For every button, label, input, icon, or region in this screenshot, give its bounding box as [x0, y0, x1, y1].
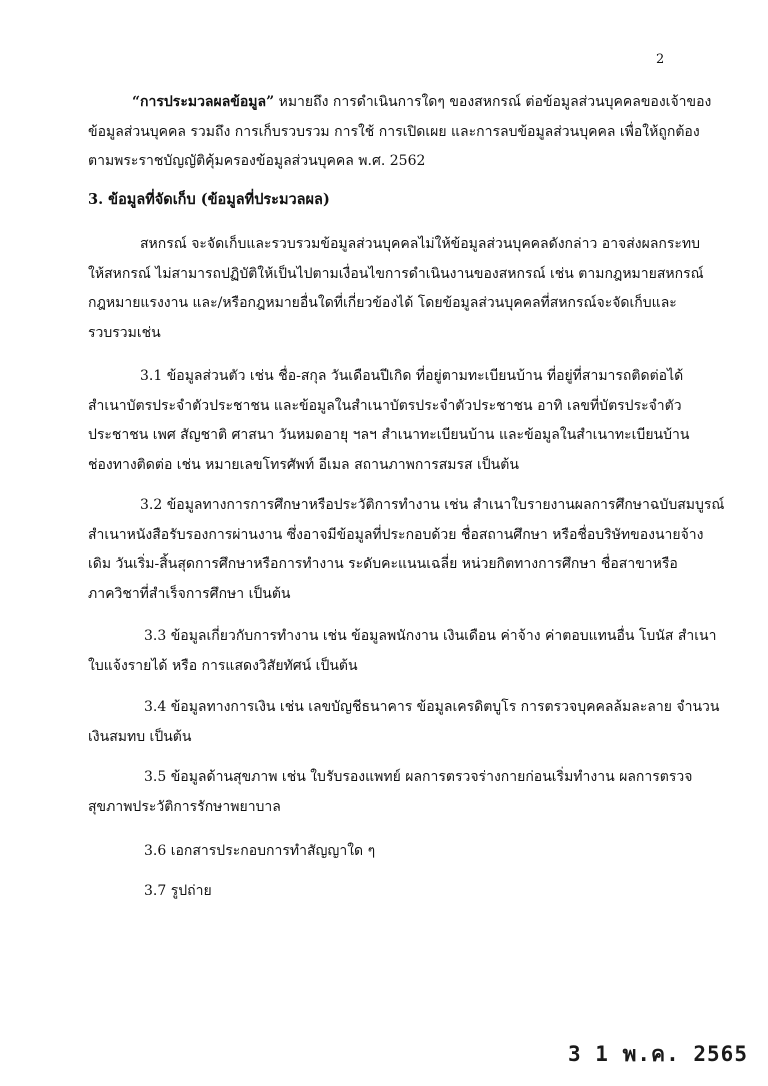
item-3-2-line: 3.2 ข้อมูลทางการการศึกษาหรือประวัติการทำงาน เช่น สำเนาใบรายงานผลการศึกษาฉบับสมบูรณ์	[140, 497, 725, 513]
item-3-7-line: 3.7 รูปถ่าย	[144, 883, 212, 899]
item-3-1	[88, 362, 690, 480]
item-3-5	[88, 763, 693, 822]
item-3-1-line: สำเนาบัตรประจำตัวประชาชน และข้อมูลในสำเนาบัตรประจำตัวประชาชน อาทิ เลขที่บัตรประจำตัว	[88, 397, 682, 414]
item-3-5-line: 3.5 ข้อมูลด้านสุขภาพ เช่น ใบรับรองแพทย์ ผลการตรวจร่างกายก่อนเริ่มทำงาน ผลการตรวจ	[144, 769, 693, 785]
item-3-1-line: 3.1 ข้อมูลส่วนตัว เช่น ชื่อ-สกุล วันเดือนปีเกิด ที่อยู่ตามทะเบียนบ้าน ที่อยู่ที่สามารถติดต่อได้	[140, 368, 684, 384]
item-3-3-line: 3.3 ข้อมูลเกี่ยวกับการทำงาน เช่น ข้อมูลพนักงาน เงินเดือน ค่าจ้าง ค่าตอบแทนอื่น โบนัส สำเนา	[144, 628, 717, 644]
item-3-3-line: ใบแจ้งรายได้ หรือ การแสดงวิสัยทัศน์ เป็นต้น	[88, 657, 358, 674]
item-3-2-line: ภาควิชาที่สำเร็จการศึกษา เป็นต้น	[88, 585, 291, 602]
section-3-line: รวบรวมเช่น	[88, 324, 161, 341]
section-3-heading: 3. ข้อมูลที่จัดเก็บ (ข้อมูลที่ประมวลผล)	[88, 191, 330, 208]
item-3-2	[88, 491, 725, 609]
item-3-2-line: เดิม วันเริ่ม-สิ้นสุดการศึกษาหรือการทำงาน ระดับคะแนนเฉลี่ย หน่วยกิตทางการศึกษา ชื่อสาขาหรือ	[88, 556, 678, 572]
intro-line-2: ข้อมูลส่วนบุคคล รวมถึง การเก็บรวบรวม การใช้ การเปิดเผย และการลบข้อมูลส่วนบุคคล เพื่อให้ถูกต้อง	[88, 123, 700, 140]
section-3-line: ให้สหกรณ์ ไม่สามารถปฏิบัติให้เป็นไปตามเงื่อนไขการดำเนินงานของสหกรณ์ เช่น ตามกฎหมายสหกรณ์	[88, 265, 704, 282]
item-3-2-line: สำเนาหนังสือรับรองการผ่านงาน ซึ่งอาจมีข้อมูลที่ประกอบด้วย ชื่อสถานศึกษา หรือชื่อบริษัทของนายจ้าง	[88, 526, 704, 543]
item-3-1-line: ประชาชน เพศ สัญชาติ ศาสนา วันหมดอายุ ฯลฯ สำเนาทะเบียนบ้าน และข้อมูลในสำเนาทะเบียนบ้าน	[88, 427, 690, 443]
item-3-6-line: 3.6 เอกสารประกอบการทำสัญญาใด ๆ	[144, 843, 376, 859]
item-3-4	[88, 693, 720, 752]
intro-paragraph	[88, 88, 712, 177]
page-number: 2	[656, 52, 665, 67]
item-3-1-line: ช่องทางติดต่อ เช่น หมายเลขโทรศัพท์ อีเมล สถานภาพการสมรส เป็นต้น	[88, 456, 519, 473]
item-3-6	[88, 837, 690, 867]
section-3-line: กฎหมายแรงงาน และ/หรือกฎหมายอื่นใดที่เกี่ยวข้องได้ โดยข้อมูลส่วนบุคคลที่สหกรณ์จะจัดเก็บและ	[88, 295, 677, 311]
intro-term: “การประมวลผลข้อมูล”	[132, 94, 275, 110]
item-3-4-line: 3.4 ข้อมูลทางการเงิน เช่น เลขบัญชีธนาคาร ข้อมูลเครดิตบูโร การตรวจบุคคลล้มละลาย จำนวน	[144, 699, 720, 715]
item-3-5-line: สุขภาพประวัติการรักษาพยาบาล	[88, 798, 281, 815]
section-3-paragraph	[88, 230, 704, 348]
item-3-3	[88, 622, 717, 681]
item-3-7	[88, 877, 690, 907]
section-3-line: สหกรณ์ จะจัดเก็บและรวบรวมข้อมูลส่วนบุคคลไม่ให้ข้อมูลส่วนบุคคลดังกล่าว อาจส่งผลกระทบ	[140, 236, 701, 252]
intro-line-1: หมายถึง การดำเนินการใดๆ ของสหกรณ์ ต่อข้อมูลส่วนบุคคลของเจ้าของ	[274, 94, 712, 110]
intro-line-3: ตามพระราชบัญญัติคุ้มครองข้อมูลส่วนบุคคล พ.ศ. 2562	[88, 153, 426, 169]
date-stamp: 3 1 พ.ค. 2565	[568, 1042, 748, 1066]
item-3-4-line: เงินสมทบ เป็นต้น	[88, 728, 192, 745]
